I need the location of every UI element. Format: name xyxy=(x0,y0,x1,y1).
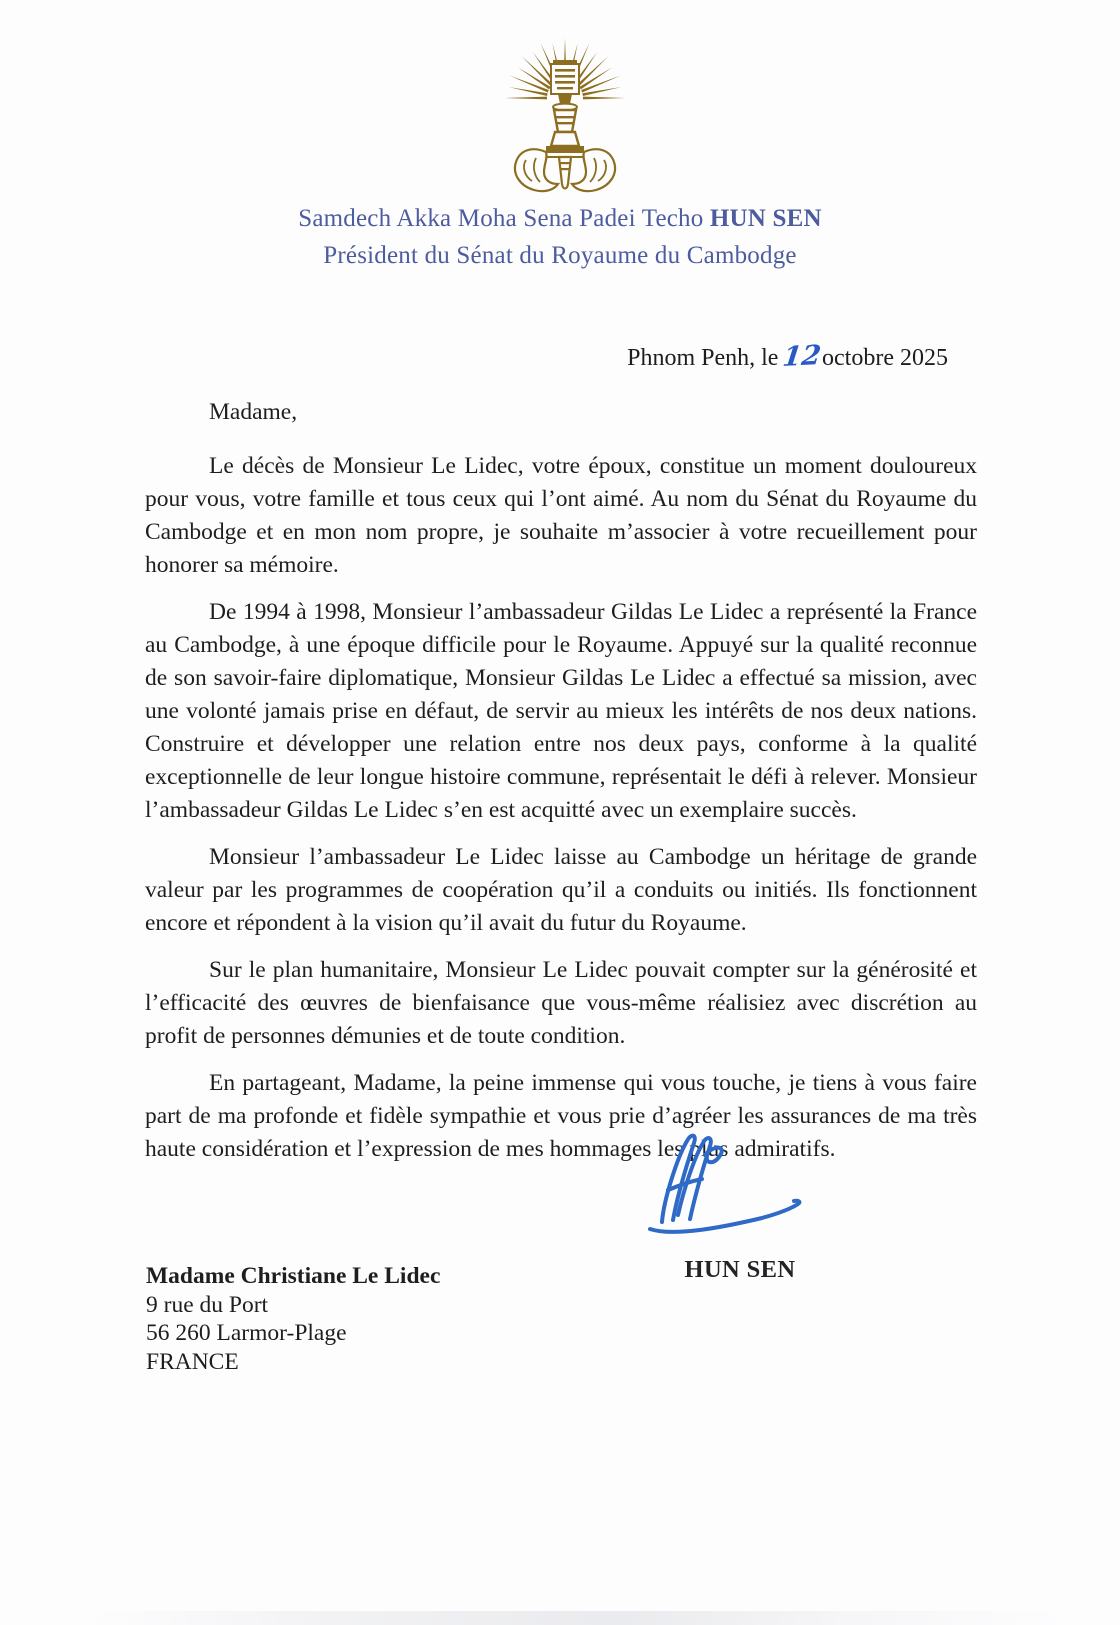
dateline-place: Phnom Penh, le xyxy=(627,345,779,371)
recipient-name: Madame Christiane Le Lidec xyxy=(146,1263,441,1289)
letterhead-title-line xyxy=(0,200,1120,237)
dateline-month-year: octobre 2025 xyxy=(822,345,948,371)
signature-icon xyxy=(632,1128,812,1240)
letterhead-subtitle: Président du Sénat du Royaume du Cambodge xyxy=(323,242,797,269)
recipient-city: 56 260 Larmor-Plage xyxy=(146,1320,347,1346)
letter-body xyxy=(145,396,977,1180)
letterhead-honorific: Samdech Akka Moha Sena Padei Techo xyxy=(298,205,710,232)
signer-name: HUN SEN xyxy=(684,1256,796,1283)
letterhead xyxy=(0,200,1120,274)
royal-crest-icon xyxy=(502,34,628,198)
recipient-street: 9 rue du Port xyxy=(146,1291,269,1318)
paragraph-5: En partageant, Madame, la peine immense qui vous touche, je tiens à vous faire part de ma profonde et fidèle sympathie et vous prie d’agréer les assurances de ma très haute considération et l’expression de mes hommages les plus admiratifs. xyxy=(145,1070,977,1162)
paragraph-2: De 1994 à 1998, Monsieur l’ambassadeur Gildas Le Lidec a représenté la France au Cambodge, à une époque difficile pour le Royaume. Appuyé sur la qualité reconnue de son savoir-faire diplomatique, Monsieur Gildas Le Lidec a effectué sa mission, avec une volonté jamais prise en défaut, de servir au mieux les intérêts de nos deux nations. Construire et développer une relation entre nos deux pays, conforme à la qualité exceptionnelle de leur longue histoire commune, représentait le défi à relever. Monsieur l’ambassadeur Gildas Le Lidec s’en est acquitté avec un exemplaire succès. xyxy=(145,599,977,823)
paragraph-4: Sur le plan humanitaire, Monsieur Le Lidec pouvait compter sur la générosité et l’efficacité des œuvres de bienfaisance que vous-même réalisiez avec discrétion au profit de personnes démunies et de toute condition. xyxy=(145,957,977,1049)
recipient-address xyxy=(146,1262,440,1376)
handwritten-day: 12 xyxy=(781,340,824,373)
dateline xyxy=(627,341,948,372)
letterhead-name: HUN SEN xyxy=(709,205,822,232)
recipient-country: FRANCE xyxy=(146,1348,239,1375)
paragraph-1: Le décès de Monsieur Le Lidec, votre époux, constitue un moment douloureux pour vous, votre famille et tous ceux qui l’ont aimé. Au nom du Sénat du Royaume du Cambodge et en mon nom propre, je souhaite m’associer à votre recueillement pour honorer sa mémoire. xyxy=(145,453,977,578)
salutation: Madame, xyxy=(209,399,298,425)
paragraph-3: Monsieur l’ambassadeur Le Lidec laisse au Cambodge un héritage de grande valeur par les programmes de coopération qu’il a conduits ou initiés. Ils fonctionnent encore et répondent à la vision qu’il avait du futur du Royaume. xyxy=(145,844,977,936)
scan-artifact xyxy=(0,1611,1120,1625)
